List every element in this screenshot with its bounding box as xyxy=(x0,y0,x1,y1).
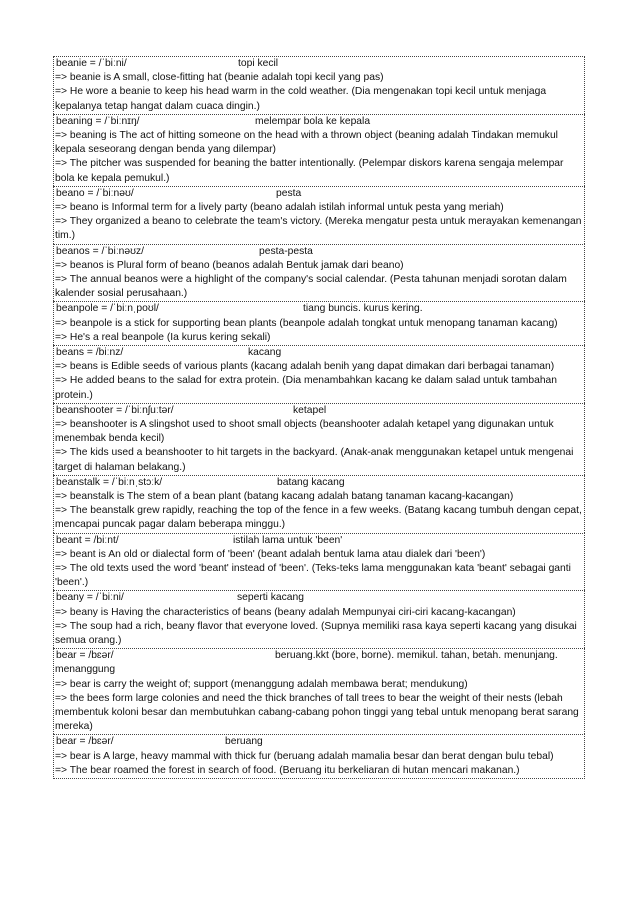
dictionary-entry xyxy=(53,734,585,779)
entry-example: => The annual beanos were a highlight of the company's social calendar. (Pesta tahunan menjadi sorotan dalam kalender sosial perusahaan.) xyxy=(55,273,567,300)
entry-definition: => bear is A large, heavy mammal with thick fur (beruang adalah mamalia besar dan berat dengan bulu tebal) xyxy=(55,750,554,762)
entry-definition: => beano is Informal term for a lively party (beano adalah istilah informal untuk pesta yang meriah) xyxy=(55,201,504,213)
dictionary-entry xyxy=(53,475,585,533)
entry-meaning: istilah lama untuk 'been' xyxy=(233,534,343,546)
entry-definition: => beant is An old or dialectal form of 'been' (beant adalah bentuk lama atau dialek dari 'been') xyxy=(55,548,486,560)
entry-term: beanpole = /ˈbiːnˌpoʊl/ xyxy=(56,303,159,315)
entry-example: => The pitcher was suspended for beaning the batter intentionally. (Pelempar diskors karena sengaja melempar bola ke kepala pemukul.) xyxy=(55,158,564,184)
entry-heading xyxy=(55,404,583,418)
entry-definition: => bear is carry the weight of; support (menanggung adalah membawa berat; mendukung) xyxy=(55,678,468,690)
entry-meaning: beruang.kkt (bore, borne). memikul. tahan, betah. menunjang. menanggung xyxy=(55,650,558,676)
entry-heading xyxy=(55,735,583,749)
entry-meaning: batang kacang xyxy=(277,476,345,488)
entry-example: => They organized a beano to celebrate the team's victory. (Mereka mengatur pesta untuk merayakan kemenangan tim.) xyxy=(55,216,582,242)
entry-definition: => beanie is A small, close-fitting hat (beanie adalah topi kecil yang pas) xyxy=(55,72,384,84)
entry-meaning: beruang xyxy=(225,736,263,748)
entry-definition: => beans is Edible seeds of various plants (kacang adalah benih yang dapat dimakan dari berbagai tanaman) xyxy=(55,361,555,373)
dictionary-entry xyxy=(53,533,585,591)
entry-example: => The bear roamed the forest in search of food. (Beruang itu berkeliaran di hutan mencari makanan.) xyxy=(55,764,520,776)
entry-meaning: ketapel xyxy=(293,404,327,416)
entry-example: => He's a real beanpole (Ia kurus kering sekali) xyxy=(55,331,271,343)
entry-term: beanie = /ˈbiːni/ xyxy=(56,58,127,69)
entry-term: bear = /bɛər/ xyxy=(56,650,114,662)
entry-heading xyxy=(55,187,583,201)
entry-heading xyxy=(55,534,583,548)
dictionary-entry xyxy=(53,345,585,403)
entry-definition: => beaning is The act of hitting someone on the head with a thrown object (beaning adalah Tindakan memukul kepala seseorang dengan benda yang dilempar) xyxy=(55,129,558,156)
dictionary-entry xyxy=(53,590,585,648)
entry-example: => He added beans to the salad for extra protein. (Dia menambahkan kacang ke dalam salad untuk tambahan protein.) xyxy=(55,375,558,401)
entry-example: => The old texts used the word 'beant' instead of 'been'. (Teks-teks lama menggunakan kata 'beant' sebagai ganti 'been'.) xyxy=(55,562,571,589)
entry-term: beany = /ˈbiːni/ xyxy=(56,592,124,604)
entry-term: beant = /biːnt/ xyxy=(56,534,119,546)
entry-heading xyxy=(55,346,583,360)
entry-definition: => beanshooter is A slingshot used to shoot small objects (beanshooter adalah ketapel yang digunakan untuk menembak benda kecil) xyxy=(55,418,554,445)
entry-meaning: pesta-pesta xyxy=(259,245,313,257)
entry-heading xyxy=(55,591,583,605)
entry-meaning: seperti kacang xyxy=(237,592,304,604)
entry-term: beaning = /ˈbiːnɪŋ/ xyxy=(56,115,140,127)
dictionary-entry xyxy=(53,648,585,734)
entry-term: beano = /ˈbiːnəʊ/ xyxy=(56,187,134,199)
entry-meaning: melempar bola ke kepala xyxy=(255,115,371,127)
entry-definition: => beanos is Plural form of beano (beanos adalah Bentuk jamak dari beano) xyxy=(55,259,404,271)
entry-heading xyxy=(55,57,583,71)
dictionary-entry xyxy=(53,186,585,244)
entry-meaning: tiang buncis. kurus kering. xyxy=(303,303,423,315)
dictionary-entry xyxy=(53,403,585,475)
entry-meaning: kacang xyxy=(248,346,282,358)
entry-meaning: pesta xyxy=(276,187,302,199)
entry-term: beanstalk = /ˈbiːnˌstɔːk/ xyxy=(56,476,163,488)
entry-definition: => beanstalk is The stem of a bean plant (batang kacang adalah batang tanaman kacang-kacangan) xyxy=(55,490,514,502)
entry-definition: => beany is Having the characteristics of beans (beany adalah Mempunyai ciri-ciri kacang-kacangan) xyxy=(55,606,516,618)
dictionary-entry xyxy=(53,244,585,302)
entry-meaning: topi kecil xyxy=(238,58,279,69)
entry-example: => The beanstalk grew rapidly, reaching the top of the fence in a few weeks. (Batang kacang tumbuh dengan cepat, mencapai puncak pagar dalam beberapa minggu.) xyxy=(55,505,582,531)
entry-heading xyxy=(55,476,583,490)
entry-heading xyxy=(55,245,583,259)
vocabulary-page xyxy=(53,56,585,779)
entry-heading xyxy=(55,649,583,677)
entry-definition: => beanpole is a stick for supporting bean plants (beanpole adalah tongkat untuk menopang tanaman kacang) xyxy=(55,317,558,329)
entry-term: bear = /bɛər/ xyxy=(56,736,114,748)
entry-term: beanshooter = /ˈbiːnʃuːtər/ xyxy=(56,404,174,416)
entry-example: => the bees form large colonies and need the thick branches of tall trees to bear the weight of their nests (lebah membentuk koloni besar dan membutuhkan cabang-cabang pohon tinggi yang tebal untuk menopang berat sarang mereka) xyxy=(55,692,579,733)
dictionary-entry xyxy=(53,301,585,345)
entry-heading xyxy=(55,302,583,316)
dictionary-entry xyxy=(53,114,585,186)
entry-example: => The kids used a beanshooter to hit targets in the backyard. (Anak-anak menggunakan ketapel untuk mengenai target di halaman belakang.) xyxy=(55,447,574,473)
entry-heading xyxy=(55,115,583,129)
dictionary-entry xyxy=(53,56,585,114)
entry-term: beans = /biːnz/ xyxy=(56,346,124,358)
entry-example: => He wore a beanie to keep his head warm in the cold weather. (Dia mengenakan topi kecil untuk menjaga kepalanya tetap hangat dalam cuaca dingin.) xyxy=(55,86,547,112)
entry-example: => The soup had a rich, beany flavor that everyone loved. (Supnya memiliki rasa kaya seperti kacang yang disukai semua orang.) xyxy=(55,620,577,646)
entry-term: beanos = /ˈbiːnəʊz/ xyxy=(56,245,144,257)
